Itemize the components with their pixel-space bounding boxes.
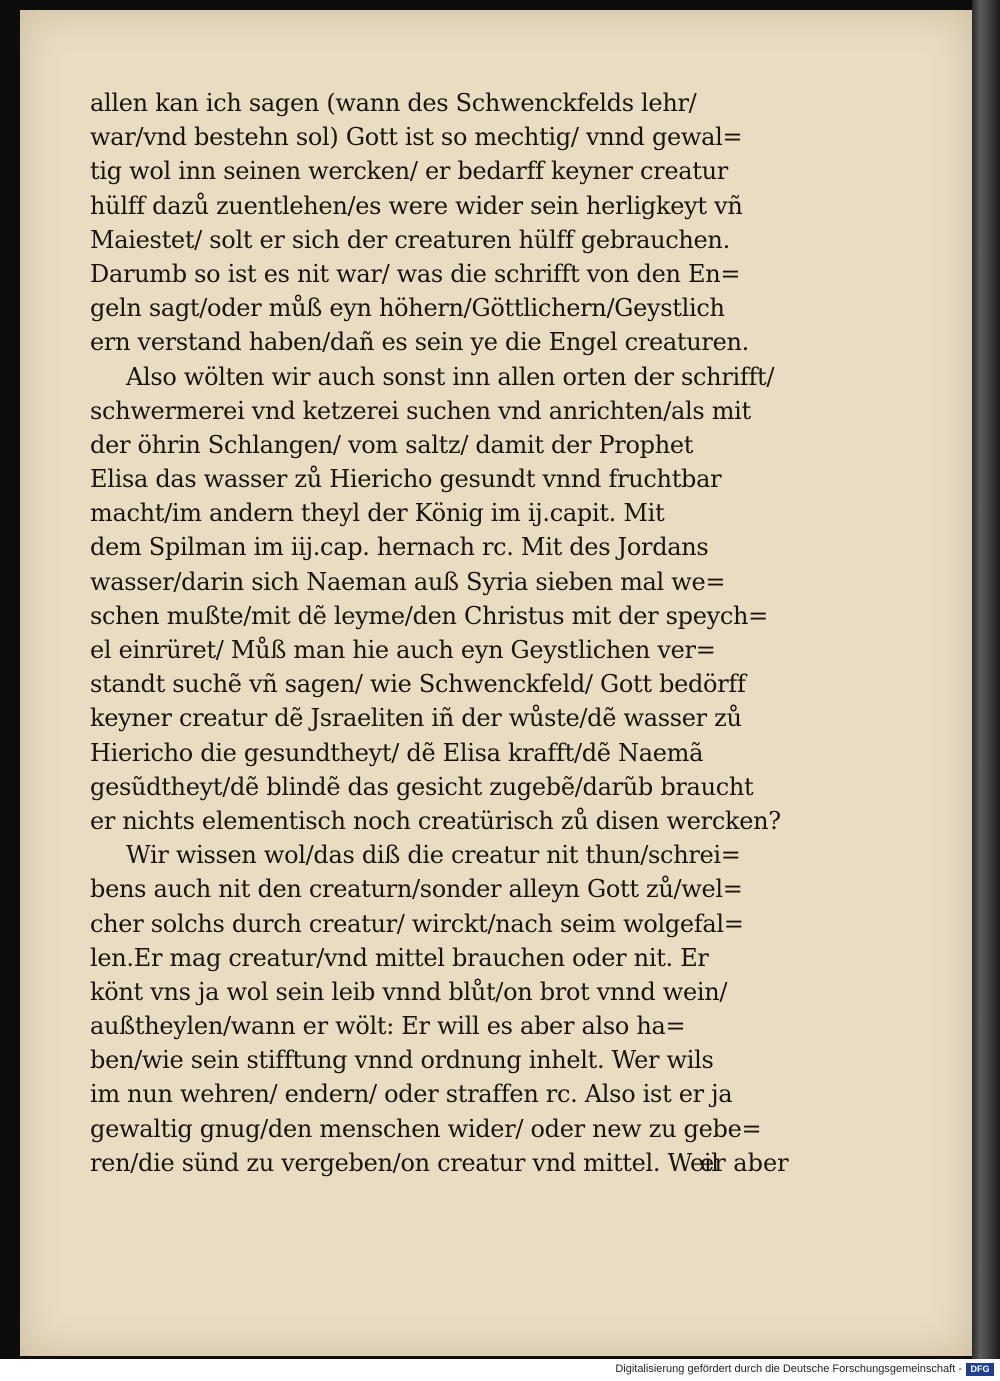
- text-line: Darumb so ist es nit war/ was die schrifft von den En=: [90, 259, 741, 288]
- book-edge: [972, 0, 1000, 1359]
- catchword: er aber: [700, 1149, 789, 1177]
- text-line: er nichts elementisch noch creatürisch zů disen wercken?: [90, 806, 781, 835]
- text-line: macht/im andern theyl der König im ij.capit. Mit: [90, 499, 665, 528]
- text-line: hülff dazů zuentlehen/es were wider sein herligkeyt vñ: [90, 191, 743, 220]
- text-line: Also wölten wir auch sonst inn allen orten der schrifft/: [126, 362, 775, 391]
- text-line: Hiericho die gesundtheyt/ dẽ Elisa krafft/dẽ Naemã: [90, 738, 704, 767]
- text-line: könt vns ja wol sein leib vnnd blůt/on brot vnnd wein/: [90, 977, 728, 1006]
- text-line: dem Spilman im iij.cap. hernach rc. Mit des Jordans: [90, 533, 709, 562]
- text-line: ren/die sünd zu vergeben/on creatur vnd mittel. Weil: [90, 1148, 719, 1177]
- text-line: geln sagt/oder můß eyn höhern/Göttlichern/Geystlich: [90, 294, 725, 323]
- text-line: bens auch nit den creaturn/sonder alleyn Gott zů/wel=: [90, 875, 743, 904]
- text-line: gesũdtheyt/dẽ blindẽ das gesicht zugebẽ/darũb braucht: [90, 772, 754, 801]
- dfg-logo-icon[interactable]: DFG: [966, 1363, 994, 1376]
- text-line: Maiestet/ solt er sich der creaturen hülff gebrauchen.: [90, 225, 730, 254]
- text-line: ben/wie sein stifftung vnnd ordnung inhelt. Wer wils: [90, 1046, 714, 1075]
- text-line: schen mußte/mit dẽ leyme/den Christus mit der speych=: [90, 601, 768, 630]
- text-line: schwermerei vnd ketzerei suchen vnd anrichten/als mit: [90, 396, 751, 425]
- footer-bar: [0, 1359, 1000, 1381]
- text-line: der öhrin Schlangen/ vom saltz/ damit der Prophet: [90, 430, 694, 459]
- text-line: keyner creatur dẽ Jsraeliten iñ der wůste/dẽ wasser zů: [90, 704, 742, 733]
- text-line: cher solchs durch creatur/ wirckt/nach seim wolgefal=: [90, 909, 744, 938]
- text-line: im nun wehren/ endern/ oder straffen rc. Also ist er ja: [90, 1080, 733, 1109]
- text-line: el einrüret/ Můß man hie auch eyn Geystlichen ver=: [90, 636, 716, 664]
- text-line: Elisa das wasser zů Hiericho gesundt vnnd fruchtbar: [90, 465, 722, 494]
- text-line: len.Er mag creatur/vnd mittel brauchen oder nit. Er: [90, 943, 709, 972]
- text-line: tig wol inn seinen wercken/ er bedarff keyner creatur: [90, 157, 728, 186]
- body-text: [90, 86, 810, 1180]
- text-line: außtheylen/wann er wölt: Er will es aber also ha=: [90, 1012, 686, 1041]
- text-line: Wir wissen wol/das diß die creatur nit thun/schrei=: [126, 841, 741, 870]
- text-line: allen kan ich sagen (wann des Schwenckfelds lehr/: [90, 89, 697, 117]
- text-line: ern verstand haben/dañ es sein ye die Engel creaturen.: [90, 328, 749, 357]
- text-line: wasser/darin sich Naeman auß Syria sieben mal we=: [90, 567, 726, 596]
- text-line: standt suchẽ vñ sagen/ wie Schwenckfeld/ Gott bedörff: [90, 670, 746, 699]
- book-page: [20, 10, 972, 1356]
- text-line: gewaltig gnug/den menschen wider/ oder new zu gebe=: [90, 1114, 762, 1143]
- footer-credit: Digitalisierung gefördert durch die Deutsche Forschungsgemeinschaft -: [615, 1363, 962, 1375]
- text-line: war/vnd bestehn sol) Gott ist so mechtig/ vnnd gewal=: [90, 123, 743, 152]
